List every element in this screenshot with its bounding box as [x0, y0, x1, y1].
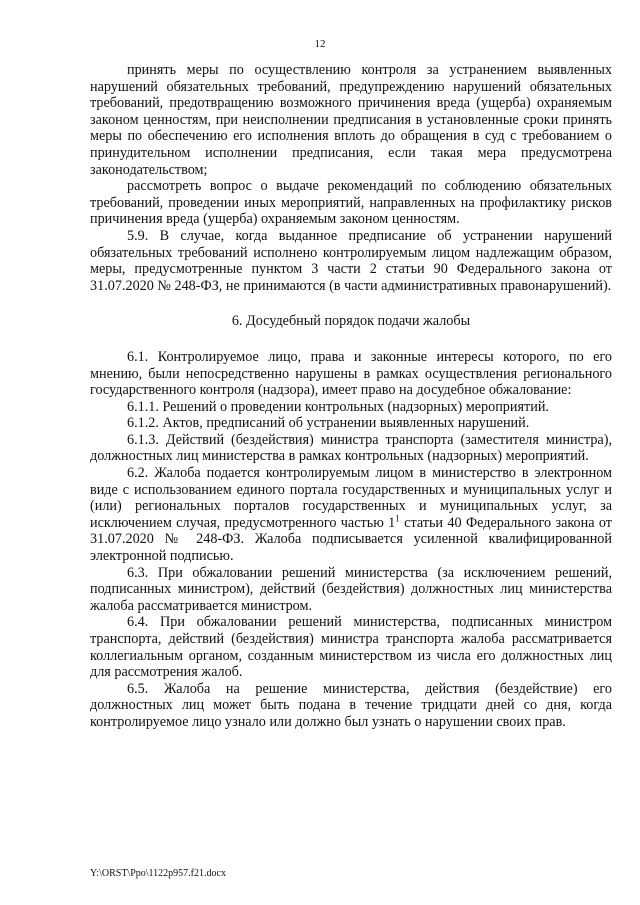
paragraph-6-2-text-cont: статьи 40 Федерального закона от 31.07.2020 № 248-ФЗ. Жалоба подписывается усиленной квалифицированной электронной подписью.	[90, 514, 613, 565]
paragraph-6-1-3: 6.1.3. Действий (бездействия) министра транспорта (заместителя министра), должностных лиц министерства в рамках контрольных (надзорных) мероприятий.	[90, 431, 612, 465]
paragraph: принять меры по осуществлению контроля за устранением выявленных нарушений обязательных требований, предупреждению нарушений обязательных требований, предотвращению возможного причинения вреда (ущерба) охраняемым законом ценностям, при неисполнении предписания в установленные сроки принять меры по обеспечению его исполнения вплоть до обращения в суд с требованием о принудительном исполнении предписания, если такая мера предусмотрена законодательством;	[90, 62, 612, 178]
paragraph: рассмотреть вопрос о выдаче рекомендаций по соблюдению обязательных требований, проведении иных мероприятий, направленных на профилактику рисков причинения вреда (ущерба) охраняемым законом ценностям.	[90, 178, 612, 228]
paragraph-6-5: 6.5. Жалоба на решение министерства, действия (бездействие) его должностных лиц может быть подана в течение тридцати дней со дня, когда контролируемое лицо узнало или должно был узнать о нарушении своих прав.	[90, 680, 612, 730]
section-heading: 6. Досудебный порядок подачи жалобы	[231, 313, 471, 330]
page-number: 12	[314, 38, 326, 50]
paragraph-6-1-2: 6.1.2. Актов, предписаний об устранении выявленных нарушений.	[127, 415, 530, 432]
paragraph-6-4: 6.4. При обжаловании решений министерства, подписанных министром транспорта, действий (бездействия) министра транспорта жалоба рассматривается коллегиальным органом, созданным министерством из числа его должностных лиц для рассмотрения жалоб.	[90, 614, 612, 681]
paragraph-6-3: 6.3. При обжаловании решений министерства (за исключением решений, подписанных министром), действий (бездействия) должностных лиц министерства жалоба рассматривается министром.	[90, 564, 612, 614]
paragraph-6-2	[90, 465, 612, 565]
paragraph-6-2-text: 6.2. Жалоба подается контролируемым лицом в министерство в электронном виде с использованием единого портала государственных и муниципальных услуг и (или) региональных порталов государственных и муниципальных услуг, за исключением случая, предусмотренного частью 1	[90, 465, 612, 531]
paragraph-5-9: 5.9. В случае, когда выданное предписание об устранении нарушений обязательных требований исполнено контролируемым лицом надлежащим образом, меры, предусмотренные пунктом 3 части 2 статьи 90 Федерального закона от 31.07.2020 № 248-ФЗ, не принимаются (в части административных правонарушений).	[90, 227, 612, 294]
superscript: 1	[395, 513, 400, 524]
paragraph-6-1-1: 6.1.1. Решений о проведении контрольных (надзорных) мероприятий.	[127, 398, 549, 415]
footer-file-path: Y:\ORST\Ppo\1122p957.f21.docx	[90, 868, 226, 879]
document-body	[90, 62, 612, 731]
paragraph-6-1: 6.1. Контролируемое лицо, права и законные интересы которого, по его мнению, были непосредственно нарушены в рамках осуществления регионального государственного контроля (надзора), имеет право на досудебное обжалование:	[90, 348, 612, 399]
